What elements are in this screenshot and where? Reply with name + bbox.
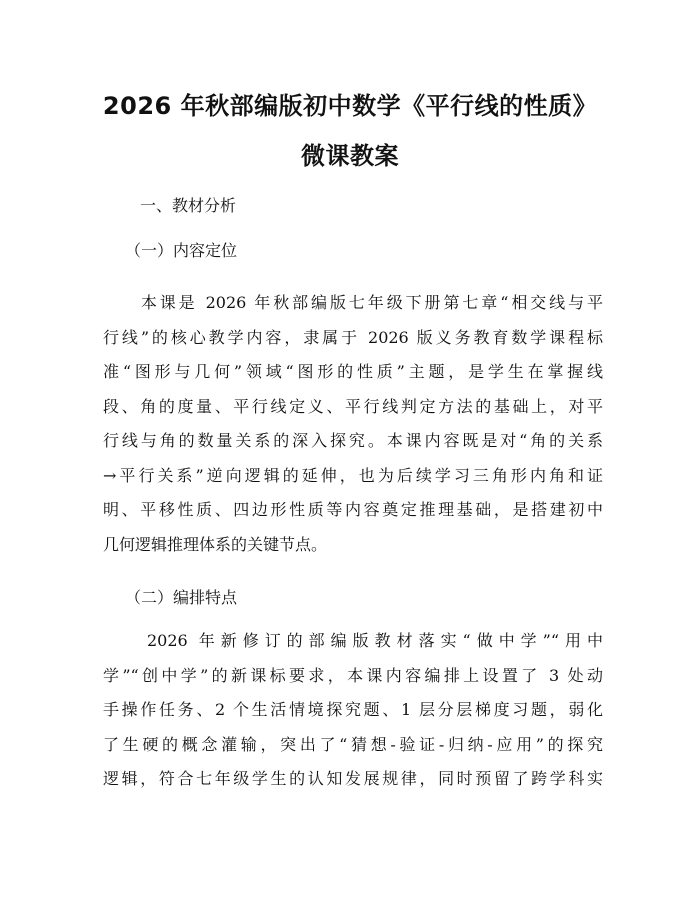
paragraph-line: 本课是 2026 年秋部编版七年级下册第七章“相交线与平	[103, 293, 603, 312]
paragraph-line: 逻辑，符合七年级学生的认知发展规律，同时预留了跨学科实	[103, 769, 603, 788]
paragraph-layout-features	[103, 624, 603, 797]
section-heading-textbook-analysis: 一、教材分析	[140, 196, 237, 215]
subsection-heading-layout-features: （二）编排特点	[125, 588, 238, 607]
document-title-line-1: 2026 年秋部编版初中数学《平行线的性质》	[102, 92, 598, 120]
paragraph-line: 段、角的度量、平行线定义、平行线判定方法的基础上，对平	[103, 396, 603, 416]
paragraph-content-positioning	[103, 286, 603, 562]
paragraph-line: 准“图形与几何”领域“图形的性质”主题，是学生在掌握线	[103, 362, 603, 381]
paragraph-line: 手操作任务、2 个生活情境探究题、1 层分层梯度习题，弱化	[103, 700, 603, 719]
paragraph-line: 了生硬的概念灌输，突出了“猜想-验证-归纳-应用”的探究	[103, 734, 603, 754]
paragraph-line: 明、平移性质、四边形性质等内容奠定推理基础，是搭建初中	[103, 500, 603, 519]
paragraph-line: 学”“创中学”的新课标要求，本课内容编排上设置了 3 处动	[103, 665, 603, 685]
document-title-line-2: 微课教案	[301, 142, 399, 170]
paragraph-line: 2026 年新修订的部编版教材落实“做中学”“用中	[103, 631, 603, 650]
paragraph-line: 几何逻辑推理体系的关键节点。	[103, 534, 328, 554]
paragraph-line: 行线”的核心教学内容，隶属于 2026 版义务教育数学课程标	[103, 327, 603, 347]
subsection-heading-content-positioning: （一）内容定位	[125, 241, 238, 260]
paragraph-line: 行线与角的数量关系的深入探究。本课内容既是对“角的关系	[103, 431, 603, 450]
paragraph-line: →平行关系”逆向逻辑的延伸，也为后续学习三角形内角和证	[103, 465, 603, 485]
